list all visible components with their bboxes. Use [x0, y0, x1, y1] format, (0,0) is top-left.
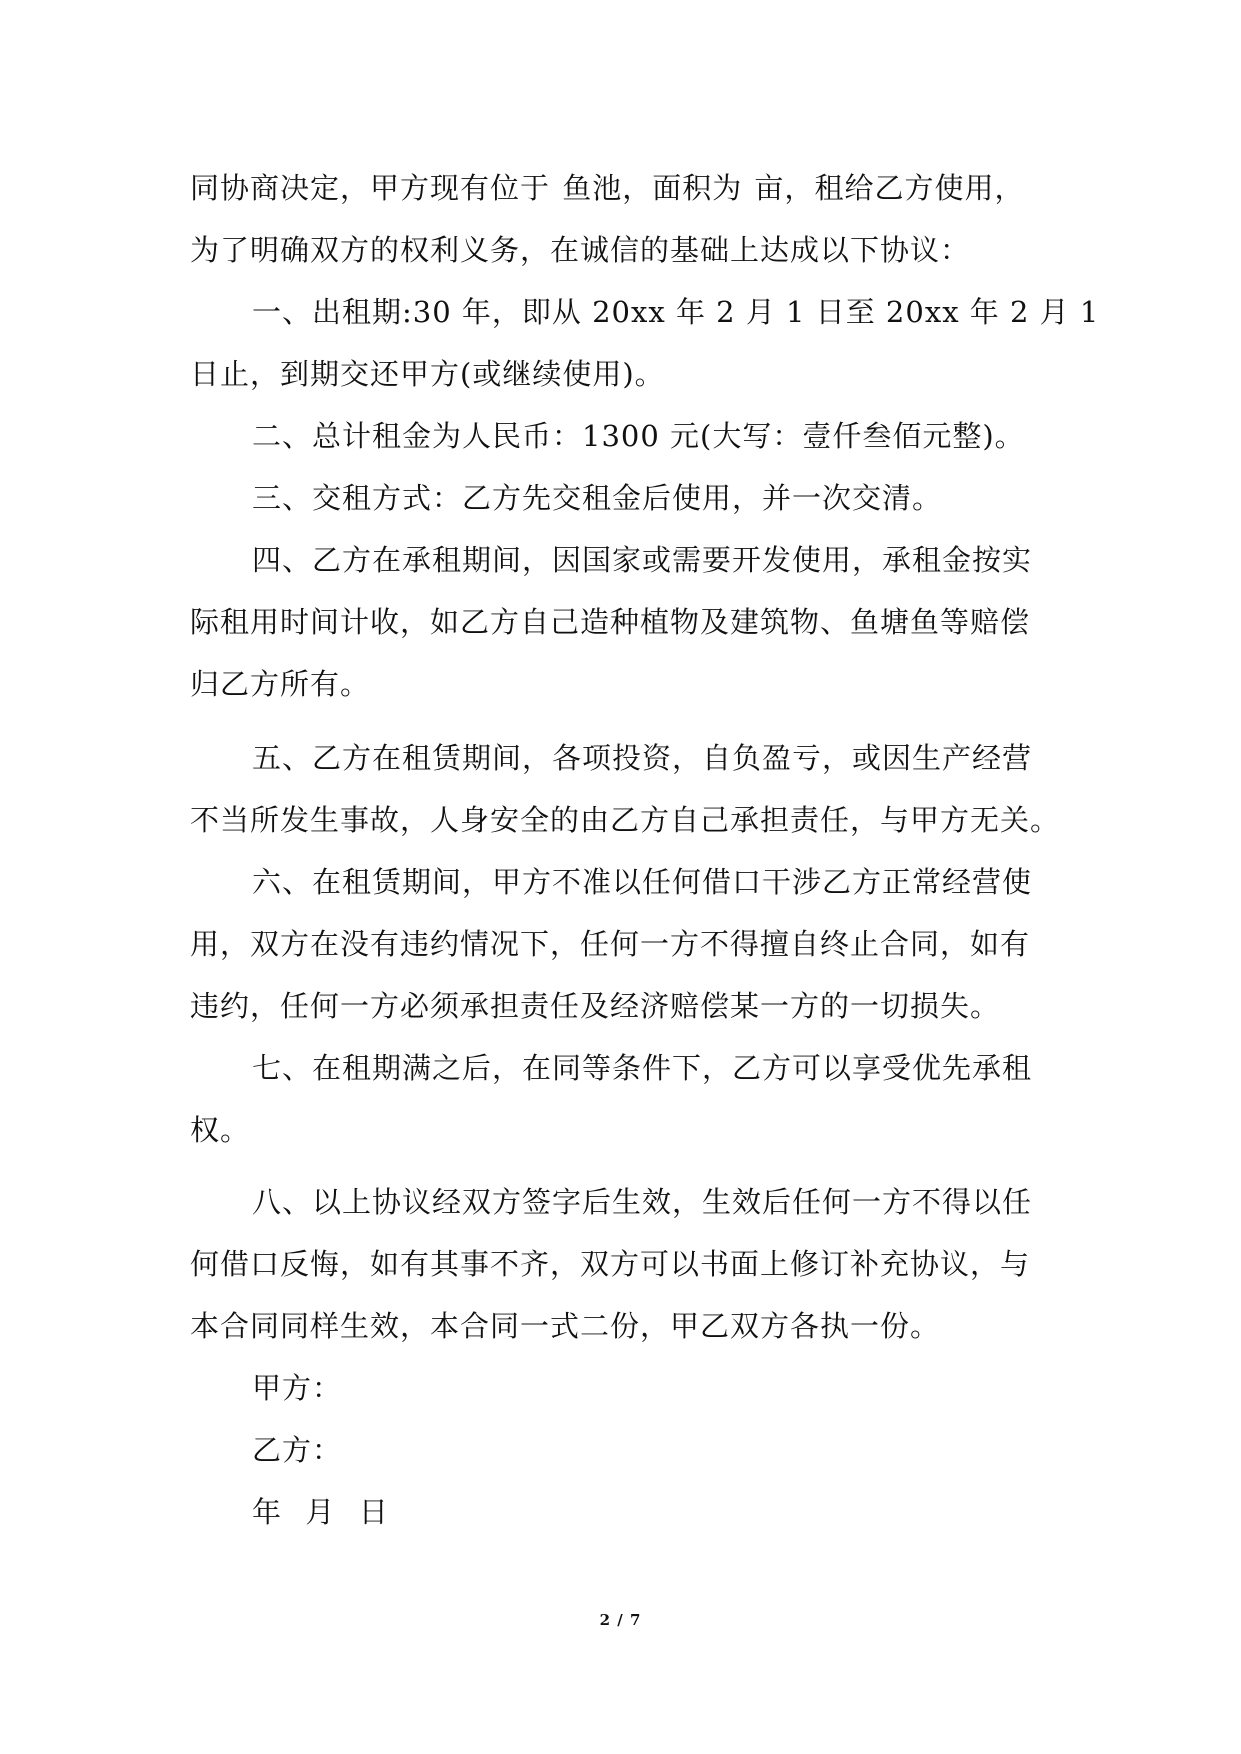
clause-7-line: 权。: [190, 1113, 251, 1147]
body-line: 为了明确双方的权利义务，在诚信的基础上达成以下协议：: [190, 233, 971, 267]
signature-date: 年 月 日: [252, 1495, 390, 1529]
clause-6-line: 用，双方在没有违约情况下，任何一方不得擅自终止合同，如有: [190, 927, 1031, 961]
clause-4-line: 四、乙方在承租期间，因国家或需要开发使用，承租金按实: [252, 543, 1033, 577]
clause-1-line: 一、出租期:30 年，即从 20xx 年 2 月 1 日至 20xx 年 2 月 1: [252, 295, 1100, 329]
clause-8-line: 本合同同样生效，本合同一式二份，甲乙双方各执一份。: [190, 1309, 941, 1343]
party-a-signature: 甲方：: [252, 1371, 343, 1405]
page-number: 2 / 7: [599, 1611, 642, 1629]
clause-6-line: 违约，任何一方必须承担责任及经济赔偿某一方的一切损失。: [190, 989, 1001, 1023]
clause-3-line: 三、交租方式：乙方先交租金后使用，并一次交清。: [252, 481, 943, 515]
clause-5-line: 五、乙方在租赁期间，各项投资，自负盈亏，或因生产经营: [252, 741, 1033, 775]
clause-8-line: 八、以上协议经双方签字后生效，生效后任何一方不得以任: [252, 1185, 1033, 1219]
clause-8-line: 何借口反悔，如有其事不齐，双方可以书面上修订补充协议，与: [190, 1247, 1031, 1281]
clause-4-line: 际租用时间计收，如乙方自己造种植物及建筑物、鱼塘鱼等赔偿: [190, 605, 1031, 639]
clause-1-line: 日止，到期交还甲方(或继续使用)。: [190, 357, 665, 391]
clause-4-line: 归乙方所有。: [190, 667, 371, 701]
clause-5-line: 不当所发生事故，人身安全的由乙方自己承担责任，与甲方无关。: [190, 803, 1061, 837]
clause-6-line: 六、在租赁期间，甲方不准以任何借口干涉乙方正常经营使: [252, 865, 1033, 899]
body-line: 同协商决定，甲方现有位于 鱼池，面积为 亩，租给乙方使用，: [190, 171, 1025, 205]
clause-7-line: 七、在租期满之后，在同等条件下，乙方可以享受优先承租: [252, 1051, 1033, 1085]
clause-2-line: 二、总计租金为人民币：1300 元(大写：壹仟叁佰元整)。: [252, 419, 1025, 453]
party-b-signature: 乙方：: [252, 1433, 343, 1467]
